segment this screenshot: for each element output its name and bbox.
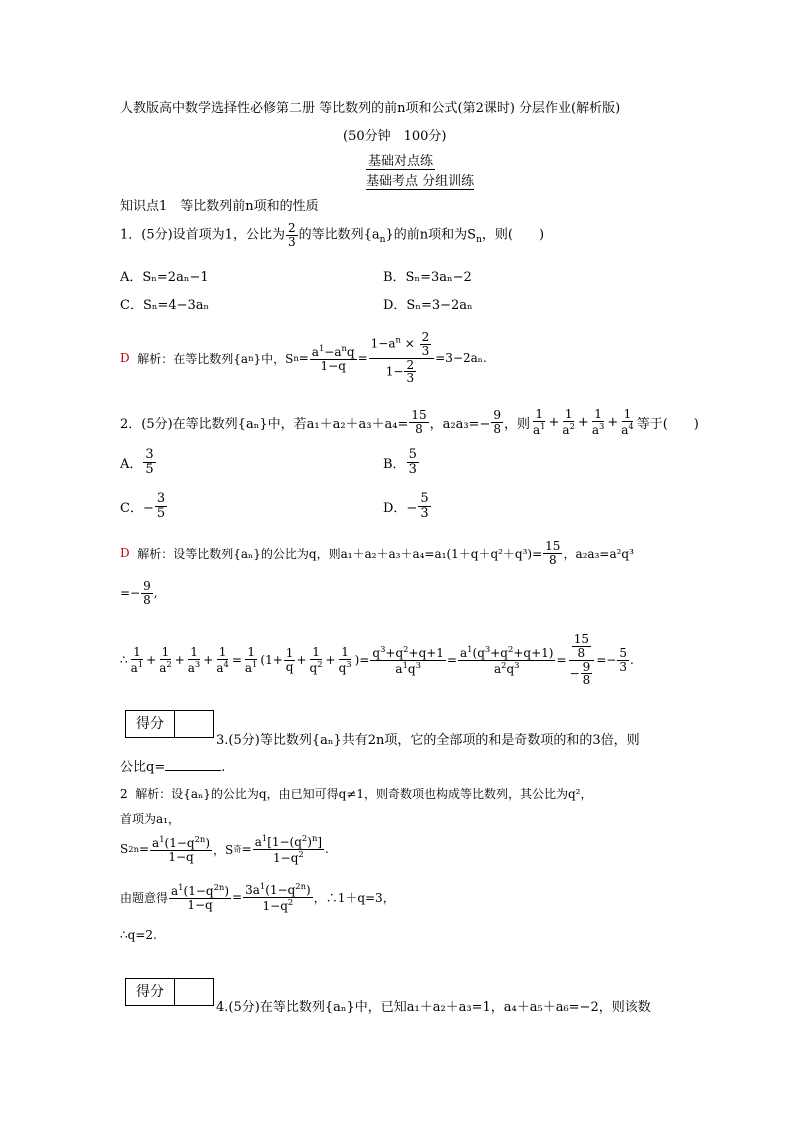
section-heading-1: 基础对点练 xyxy=(366,150,435,170)
q3-stem-line2: 公比q= . xyxy=(120,760,226,775)
q3-solution-line2: 首项为a₁， xyxy=(120,812,180,826)
q1-solution: D 解析：在等比数列{a n }中，S n = $\frac{a^1-a^nq}{1-q}$ = $1-a^n$ × $\frac{2}{3}$ 1− $\frac{2}{3}$ =3−2aₙ. xyxy=(120,330,487,386)
score-label: 得分 xyxy=(126,979,175,1005)
q3-answer: 2 xyxy=(120,787,128,801)
doc-title: 人教版高中数学选择性必修第二册 等比数列的前n项和公式(第2课时) 分层作业(解析版) xyxy=(120,101,621,116)
q3-solution-line5: ∴q=2. xyxy=(120,928,157,942)
q2-solution-line1: D 解析：设等比数列{aₙ}的公比为q，则a₁＋a₂＋a₃＋a₄=a₁(1＋q＋q²＋q³)= $\frac{15}{8}$ ，a₂a₃=a²q³ xyxy=(120,538,634,567)
q1-answer: D xyxy=(120,351,130,365)
doc-duration: (50分钟 100分) xyxy=(343,129,447,144)
q1-stem: 1．(5分)设首项为1，公比为 $\frac{2}{3}$ 的等比数列$\{a_n\}$的前n项和为$S_n$，则( ) xyxy=(120,221,545,249)
score-field[interactable] xyxy=(175,711,213,737)
score-label: 得分 xyxy=(126,711,175,737)
q3-solution-line3: S 2n = $\frac{a^1(1-q^{2n})}{1-q}$ ，S 奇 = $\frac{a^1[1-(q^2)^n]}{1-q^2}$ . xyxy=(120,832,329,865)
q1-option-a: A．Sₙ=2aₙ−1 xyxy=(120,270,209,285)
q2-answer: D xyxy=(120,546,130,560)
q2-solution-line2: =− $\frac{9}{8}$ , xyxy=(120,578,158,607)
answer-blank[interactable] xyxy=(165,770,221,771)
q2-option-b: B． $\frac{5}{3}$ xyxy=(383,447,417,477)
q3-stem: 3.(5分)等比数列{aₙ}共有2n项，它的全部项的和是奇数项的和的3倍，则 xyxy=(216,733,640,748)
q3-score-box xyxy=(125,710,214,738)
q1-option-b: B．Sₙ=3aₙ−2 xyxy=(383,270,472,285)
q1-option-d: D．Sₙ=3−2aₙ xyxy=(383,298,473,313)
q2-solution-line3: ∴ $\frac{1}{a^1}$ + $\frac{1}{a^2}$ + $\frac{1}{a^3}$ + $\frac{1}{a^4}$ = $\frac{1}{a^1}$ (1+ $\frac{1}{q}$ + $\frac{1}{q^2}$ + $\frac{1}{q^3}$ )= $\frac{q^3+q^2+q+1}{a^1q^3}$ = $\frac{a^1(q^3+q^2+q+1)}{a^2q^3}$ = $\frac{15}{8}$ − $\frac{9}{8}$ =− $\frac{5}{3}$ . xyxy=(120,632,634,688)
q2-stem: 2．(5分)在等比数列{aₙ}中，若a₁＋a₂＋a₃＋a₄= $\frac{15}{8}$ ，a₂a₃=− $\frac{9}{8}$ ，则 $\frac{1}{a^1}$ + $\frac{1}{a^2}$ + $\frac{1}{a^3}$ + $\frac{1}{a^4}$ 等于( ) xyxy=(120,406,699,437)
score-field[interactable] xyxy=(175,979,213,1005)
q2-option-d: D．− $\frac{5}{3}$ xyxy=(383,491,429,521)
q1-option-c: C．Sₙ=4−3aₙ xyxy=(120,298,210,313)
q2-option-a: A． $\frac{3}{5}$ xyxy=(120,447,154,477)
section-heading-2: 基础考点 分组训练 xyxy=(366,170,474,190)
q4-score-box xyxy=(125,978,214,1006)
q3-solution-line1: 2 解析：设{aₙ}的公比为q，由已知可得q≠1，则奇数项也构成等比数列，其公比为q²， xyxy=(120,787,593,801)
q3-solution-line4: 由题意得 $\frac{a^1(1-q^{2n})}{1-q}$ = $\frac{3a^1(1-q^{2n})}{1-q^2}$ ，∴1＋q=3， xyxy=(120,880,395,913)
q2-option-c: C．− $\frac{3}{5}$ xyxy=(120,491,166,521)
q4-stem: 4.(5分)在等比数列{aₙ}中，已知a₁＋a₂＋a₃=1，a₄＋a₅＋a₆=−2，则该数 xyxy=(216,1000,651,1015)
knowledge-point: 知识点1 等比数列前n项和的性质 xyxy=(120,199,319,214)
